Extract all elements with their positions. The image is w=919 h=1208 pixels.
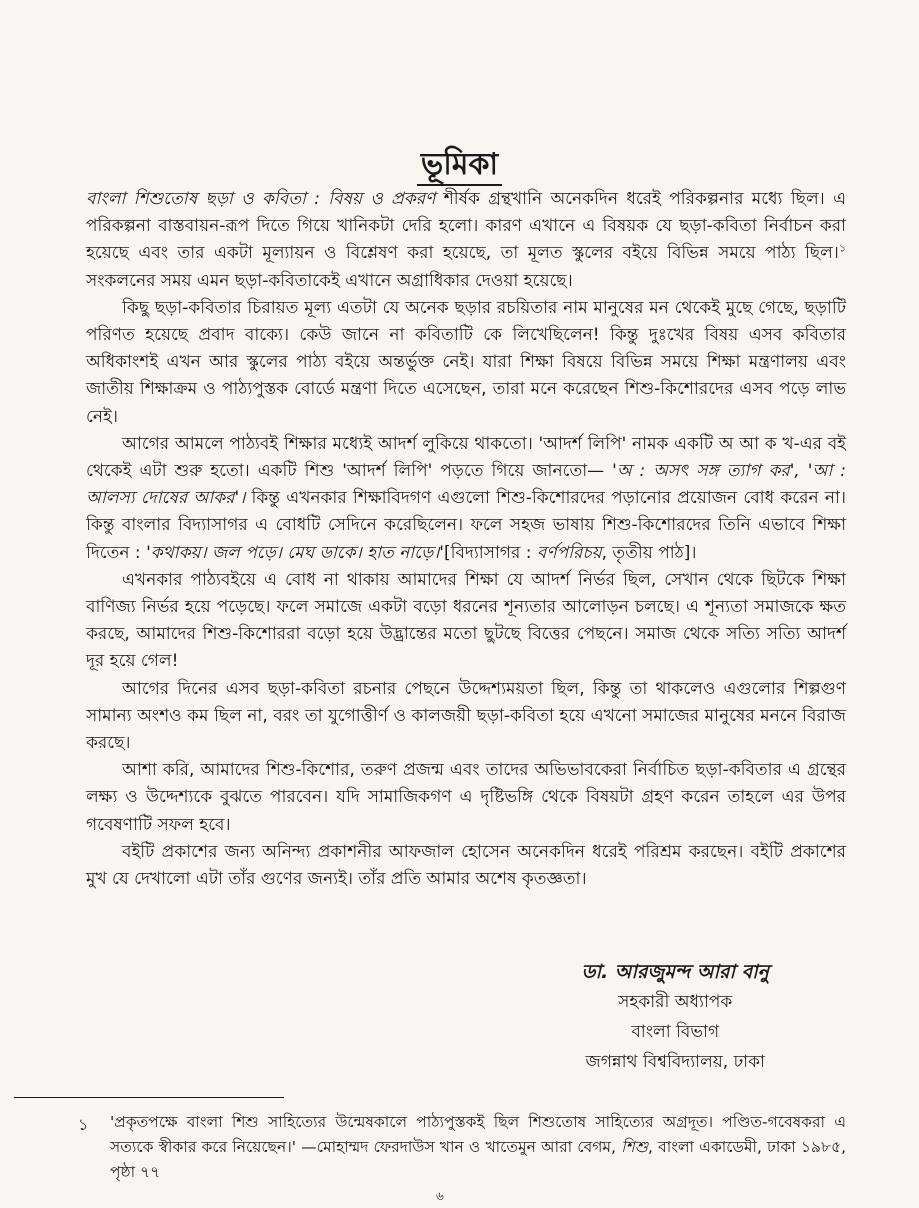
paragraph-3: আগের আমলে পাঠ্যবই শিক্ষার মধ্যেই আদর্শ লুকিয়ে থাকতো। 'আদর্শ লিপি' নামক একটি অ আ ক খ-এর বই থেকেই এটা শুরু হতো। একটি শিশু 'আদর্শ লিপি' পড়তে গিয়ে জানতো— 'অ : অসৎ সঙ্গ ত্যাগ কর', 'আ : আলস্য দোষের আকর'। কিন্তু এখনকার শিক্ষাবিদগণ এগুলো শিশু-কিশোরদের পড়ানোর প্রয়োজন বোধ করেন না। কিন্তু বাংলার বিদ্যাসাগর এ বোধটি সেদিনে করেছিলেন। ফলে সহজ ভাষায় শিশু-কিশোরদের তিনি এভাবে শিক্ষা দিতেন : 'কথাকয়। জল পড়ে। মেঘ ডাকে। হাত নাড়ে।'[বিদ্যাসাগর : বর্ণপরিচয়, তৃতীয় পাঠ]।	[86, 433, 847, 563]
paragraph-5: আগের দিনের এসব ছড়া-কবিতা রচনার পেছনে উদ্দেশ্যময়তা ছিল, কিন্তু তা থাকলেও এগুলোর শিল্পগুণ সামান্য অংশও কম ছিল না, বরং তা যুগোত্তীর্ণ ও কালজয়ী ছড়া-কবিতা হয়ে এখনো সমাজের মানুষের মননে বিরাজ করছে।	[86, 678, 846, 754]
paragraph-7: বইটি প্রকাশের জন্য অনিন্দ্য প্রকাশনীর আফজাল হোসেন অনেকদিন ধরেই পরিশ্রম করছেন। বইটি প্রকাশের মুখ যে দেখালো এটা তাঁর গুণের জন্যই। তাঁর প্রতি আমার অশেষ কৃতজ্ঞতা।	[86, 841, 846, 890]
preface-body	[86, 186, 846, 893]
author-institution: জগন্নাথ বিশ্ববিদ্যালয়, ঢাকা	[585, 1052, 765, 1072]
paragraph-2: কিছু ছড়া-কবিতার চিরায়ত মূল্য এতটা যে অনেক ছড়ার রচয়িতার নাম মানুষের মন থেকেই মুছে গেছে, ছড়াটি পরিণত হয়েছে প্রবাদ বাক্যে। কেউ জানে না কবিতাটি কে লিখেছিলেন! কিন্তু দুঃখের বিষয় এসব কবিতার অধিকাংশই এখন আর স্কুলের পাঠ্য বইয়ে অন্তর্ভুক্ত নেই। যারা শিক্ষা বিষয়ে বিভিন্ন সময়ে শিক্ষা মন্ত্রণালয় এবং জাতীয় শিক্ষাক্রম ও পাঠ্যপুস্তক বোর্ডে মন্ত্রণা দিতে এসেছেন, তারা মনে করেছেন শিশু-কিশোরদের এসব পড়ে লাভ নেই।	[86, 297, 846, 427]
footnote-divider	[14, 1097, 284, 1098]
author-department: বাংলা বিভাগ	[631, 1022, 720, 1042]
paragraph-6: আশা করি, আমাদের শিশু-কিশোর, তরুণ প্রজন্ম এবং তাদের অভিভাবকেরা নির্বাচিত ছড়া-কবিতার এ গ্রন্থের লক্ষ্য ও উদ্দেশ্যকে বুঝতে পারবেন। যদি সামাজিকগণ এ দৃষ্টিভঙ্গি থেকে বিষয়টা গ্রহণ করেন তাহলে এর উপর গবেষণাটি সফল হবে।	[86, 760, 846, 835]
page-title: ভূমিকা	[0, 140, 919, 191]
footnote-number: ১	[78, 1115, 89, 1134]
footnote-text: 'প্রকৃতপক্ষে বাংলা শিশু সাহিত্যের উন্মেষকালে পাঠ্যপুস্তকই ছিল শিশুতোষ সাহিত্যের অগ্রদূত। পণ্ডিত-গবেষকরা এ সত্যকে স্বীকার করে নিয়েছেন।' —মোহাম্মদ ফেরদাউস খান ও খাতেমুন আরা বেগম, শিশু, বাংলা একাডেমী, ঢাকা ১৯৮৫, পৃষ্ঠা ৭৭	[110, 1113, 846, 1181]
author-designation: সহকারী অধ্যাপক	[618, 992, 733, 1012]
author-name: ডা. আরজুমন্দ আরা বানু	[581, 961, 769, 983]
paragraph-4: এখনকার পাঠ্যবইয়ে এ বোধ না থাকায় আমাদের শিক্ষা যে আদর্শ নির্ভর ছিল, সেখান থেকে ছিটকে শিক্ষা বাণিজ্য নির্ভর হয়ে পড়েছে। ফলে সমাজে একটা বড়ো ধরনের শূন্যতার আলোড়ন চলছে। এ শূন্যতা সমাজকে ক্ষত করছে, আমাদের শিশু-কিশোররা বড়ো হয়ে উদ্ভ্রান্তের মতো ছুটছে বিত্তের পেছনে। সমাজ থেকে সত্যি সত্যি আদর্শ দূর হয়ে গেল!	[86, 569, 846, 672]
footnote-ref[interactable]: ১	[838, 241, 846, 255]
paragraph-1: বাংলা শিশুতোষ ছড়া ও কবিতা : বিষয় ও প্রকরণ শীর্ষক গ্রন্থখানি অনেকদিন ধরেই পরিকল্পনার মধ্যে ছিল। এ পরিকল্পনা বাস্তবায়ন-রূপ দিতে গিয়ে খানিকটা দেরি হলো। কারণ এখানে এ বিষয়ক যে ছড়া-কবিতা নির্বাচন করা হয়েছে এবং তার একটা মূল্যায়ন ও বিশ্লেষণ করা হয়েছে, তা মূলত স্কুলের বইয়ে বিভিন্ন সময়ে পাঠ্য ছিল।$^১$ সংকলনের সময় এমন ছড়া-কবিতাকেই এখানে অগ্রাধিকার দেওয়া হয়েছে।	[86, 189, 847, 291]
signature-block	[581, 957, 769, 1077]
page-number: ৬	[436, 1189, 444, 1203]
